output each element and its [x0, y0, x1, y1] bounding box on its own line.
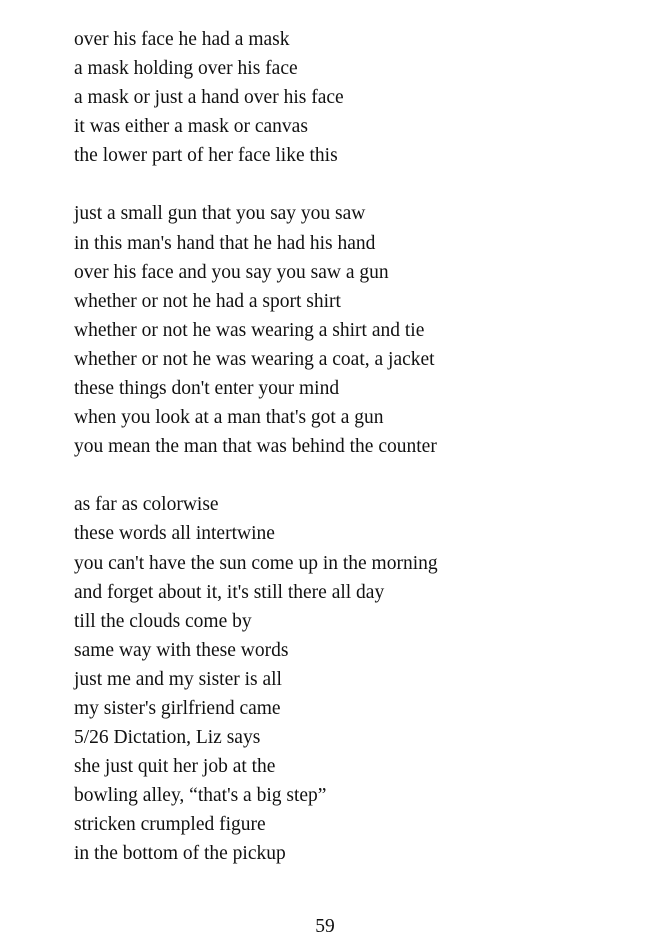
stanza-2: [74, 199, 634, 461]
poem-line: 5/26 Dictation, Liz says: [74, 727, 261, 749]
poem-line: a mask or just a hand over his face: [74, 87, 344, 109]
poem-line: the lower part of her face like this: [74, 145, 338, 167]
poem-line: whether or not he was wearing a coat, a jacket: [74, 348, 435, 370]
poem-line: you can't have the sun come up in the morning: [74, 552, 438, 574]
poem-line: in this man's hand that he had his hand: [74, 232, 376, 254]
poem-line: these things don't enter your mind: [74, 378, 340, 400]
poem-line: same way with these words: [74, 639, 289, 661]
poem-line: she just quit her job at the: [74, 756, 276, 778]
poem-line: whether or not he had a sport shirt: [74, 290, 341, 312]
poem-line: these words all intertwine: [74, 523, 275, 545]
poem-line: when you look at a man that's got a gun: [74, 407, 384, 429]
poem-body: [74, 25, 634, 898]
poem-line: a mask holding over his face: [74, 58, 298, 80]
stanza-1: [74, 25, 634, 170]
poem-line: in the bottom of the pickup: [74, 843, 286, 865]
page-number: 59: [315, 916, 335, 937]
poem-line: till the clouds come by: [74, 610, 252, 632]
poem-line: bowling alley, “that's a big step”: [74, 785, 327, 807]
poem-line: my sister's girlfriend came: [74, 697, 281, 719]
poem-line: and forget about it, it's still there all day: [74, 581, 385, 603]
poem-line: just a small gun that you say you saw: [74, 203, 366, 225]
poem-line: it was either a mask or canvas: [74, 116, 308, 138]
poem-line: as far as colorwise: [74, 494, 219, 516]
stanza-3: [74, 490, 634, 868]
poem-line: just me and my sister is all: [74, 668, 282, 690]
poem-line: stricken crumpled figure: [74, 814, 266, 836]
poem-line: over his face he had a mask: [74, 29, 290, 50]
poem-line: you mean the man that was behind the counter: [74, 436, 437, 458]
poem-line: over his face and you say you saw a gun: [74, 261, 389, 283]
poem-line: whether or not he was wearing a shirt and tie: [74, 319, 425, 341]
